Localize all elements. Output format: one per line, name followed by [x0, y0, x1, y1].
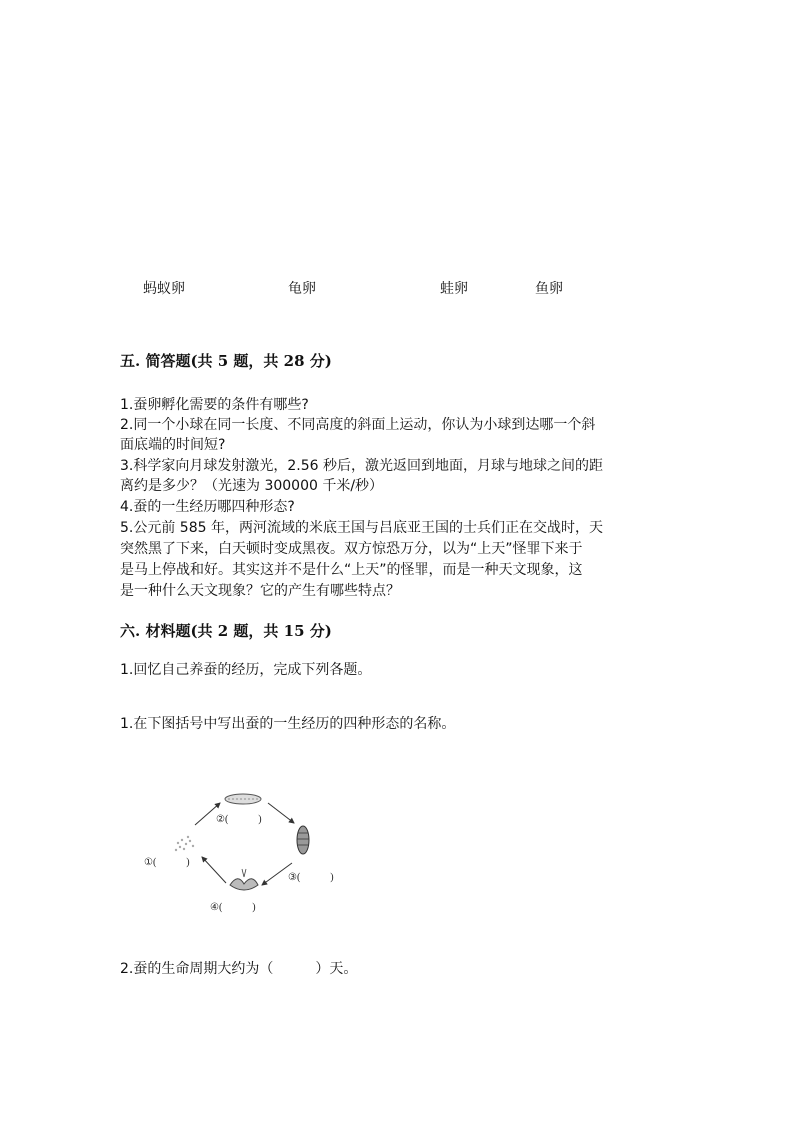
arrow-moth-to-egg [202, 857, 226, 883]
moth-stage-image [230, 869, 258, 890]
egg-stage-image [175, 836, 194, 851]
egg-label-frog: 蛙卵 [440, 281, 468, 297]
egg-label-fish: 鱼卵 [535, 281, 563, 297]
section5-line: 离约是多少？（光速为 300000 千米/秒） [120, 478, 384, 494]
stage-label-2: ②( ) [216, 814, 262, 825]
egg-label-ant: 蚂蚁卵 [143, 281, 185, 297]
arrow-larva-to-pupa [268, 803, 294, 823]
section5-line: 2.同一个小球在同一长度、不同高度的斜面上运动，你认为小球到达哪一个斜 [120, 417, 596, 433]
section5-line: 面底端的时间短? [120, 437, 226, 453]
section6-question-1: 1.回忆自己养蚕的经历，完成下列各题。 [120, 662, 372, 678]
section5-line: 是一种什么天文现象？它的产生有哪些特点？ [120, 583, 400, 599]
section5-line: 突然黑了下来，白天顿时变成黑夜。双方惊恐万分，以为“上天”怪罪下来于 [120, 541, 583, 557]
section5-line: 5.公元前 585 年，两河流域的米底王国与吕底亚王国的士兵们正在交战时，天 [120, 520, 603, 536]
egg-label-turtle: 龟卵 [288, 281, 316, 297]
section6-title: 六. 材料题(共 2 题，共 15 分) [120, 622, 332, 640]
stage-label-3: ③( ) [288, 872, 334, 883]
section5-line: 是马上停战和好。其实这并不是什么“上天”的怪罪，而是一种天文现象，这 [120, 562, 583, 578]
section6-subquestion-1: 1.在下图括号中写出蚕的一生经历的四种形态的名称。 [120, 716, 456, 732]
stage-label-4: ④( ) [210, 902, 256, 913]
section5-title: 五. 简答题(共 5 题，共 28 分) [120, 352, 332, 370]
silkworm-lifecycle-diagram [140, 785, 360, 920]
section6-subquestion-2: 2.蚕的生命周期大约为（ ）天。 [120, 961, 358, 977]
larva-stage-image [225, 794, 261, 804]
stage-label-1: ①( ) [144, 857, 190, 868]
pupa-stage-image [297, 826, 309, 854]
section5-line: 3.科学家向月球发射激光，2.56 秒后，激光返回到地面，月球与地球之间的距 [120, 458, 603, 474]
section5-line: 1.蚕卵孵化需要的条件有哪些? [120, 397, 309, 413]
section5-line: 4.蚕的一生经历哪四种形态? [120, 499, 295, 515]
